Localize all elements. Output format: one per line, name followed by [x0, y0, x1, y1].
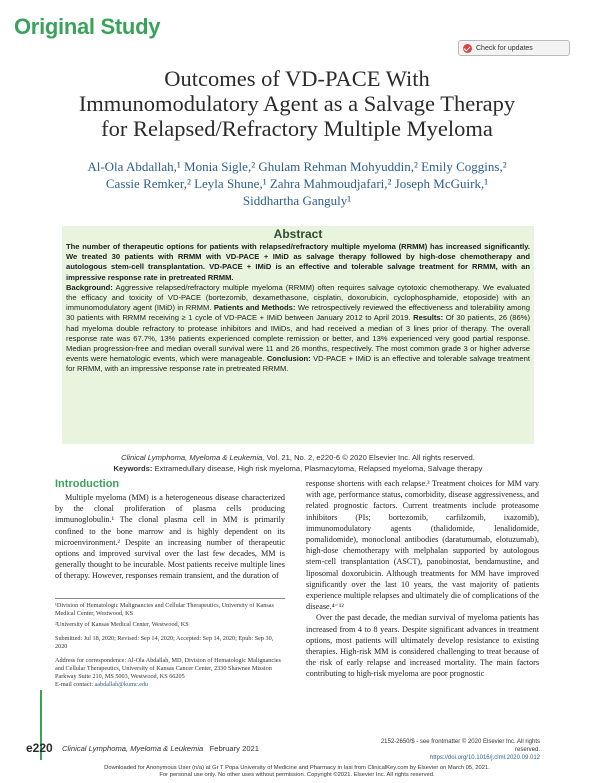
intro-paragraph: Multiple myeloma (MM) is a heterogeneous disease characterized by the clonal proliferation of plasma cells producing immunoglobulin.¹ The clonal plasma cell in MM is primarily confined to the bone marrow and is highly dependent on its microenvironment.² Despite an increasing number of therapeutic options and improved survival over the last few decades, MM is generally thought to be incurable. Most patients receive multiple lines of therapy. However, responses remain transient, and the duration of	[55, 493, 285, 581]
section-label: Original Study	[14, 14, 161, 39]
check-icon	[463, 44, 472, 53]
affiliation-2: ²University of Kansas Medical Center, Westwood, KS	[55, 621, 189, 628]
email-line	[55, 681, 285, 689]
results-text: Of 30 patients, 26 (86%) had myeloma double refractory to protease inhibitors and IMiDs, and had received a median of 3 lines prior of therapy. The overall response rate was 67.7%, 13% patients experienced complete remission or better, and 13% experienced very good partial response. Median progression-free and median overall survival were 11 and 26 months, respectively. The most common grade 3 or higher adverse events were hematologic events, which were manageable.	[66, 313, 530, 364]
background-text: Aggressive relapsed/refractory multiple myeloma (RRMM) often requires salvage cytotoxic chemotherapy. We evaluated the efficacy and toxicity of VD-PACE (bortezomib, dexamethasone, cisplatin, doxorubicin, cyclophosphamide, etoposide) with an immunomodulatory agent (IMiD) in RRMM.	[66, 282, 530, 313]
conclusion-text: VD-PACE + IMiD is an effective and tolerable salvage treatment for RRMM, with an impressive response rate in pretreated RRMM.	[66, 354, 530, 374]
authors-line-2[interactable]: Cassie Remker,² Leyla Shune,¹ Zahra Mahmoudjafari,² Joseph McGuirk,¹	[105, 176, 489, 191]
title-line-2: Immunomodulatory Agent as a Salvage Therapy	[78, 91, 516, 116]
citation-line	[62, 452, 534, 463]
correspondence-address: Address for correspondence: Al-Ola Abdallah, MD, Division of Hematologic Malignancies and Cellular Therapeutics, University of Kansas Cancer Center, 2330 Shawnee Mission Parkway Suite 210, MS 5003, Westwood, KS 66205	[55, 657, 281, 680]
methods-label: Patients and Methods:	[213, 303, 296, 313]
results-label: Results:	[413, 313, 444, 323]
download-notice	[20, 765, 574, 779]
footer-journal-name: Clinical Lymphoma, Myeloma & Leukemia	[62, 744, 204, 753]
right-paragraph-1: response shortens with each relapse.³ Treatment choices for MM vary with age, performance status, comorbidity, disease aggressiveness, and related prognostic factors. Current treatments include proteasome inhibitors (PIs; bortezomib, carfilzomib, ixazomib), immunomodulatory agents (thalidomide, lenalidomide, pomalidomide), monoclonal antibodies (daratumumab, elotuzumab), high-dose chemotherapy with melphalan supported by autologous stem-cell transplantation (ASCT), panobinostat, bendamustine, and liposomal doxorubicin. Although treatments for MM have improved significantly over the last 10 years, the vast majority of patients experience multiple relapses and ultimately die of complications of the disease.⁴⁻¹²	[306, 479, 539, 612]
submission-dates: Submitted: Jul 18, 2020; Revised: Sep 14, 2020; Accepted: Sep 14, 2020; Epub: Sep 30, 2020	[55, 635, 274, 650]
keywords-line	[62, 464, 534, 473]
authors-line-1[interactable]: Al-Ola Abdallah,¹ Monia Sigle,² Ghulam Rehman Mohyuddin,² Emily Coggins,²	[87, 159, 507, 174]
citation-journal: Clinical Lymphoma, Myeloma & Leukemia,	[121, 453, 265, 462]
download-line-1: Downloaded for Anonymous User (n/a) at Gr T Popa University of Medicine and Pharmacy in Iasi from ClinicalKey.com by Elsevier on March 05, 2021.	[104, 765, 490, 771]
issn-line: 2152-2650/$ - see frontmatter © 2020 Elsevier Inc. All rights reserved.	[380, 739, 540, 753]
doi-link[interactable]: https://doi.org/10.1016/j.clml.2020.09.012	[429, 755, 540, 761]
footnotes	[55, 598, 285, 692]
background-label: Background:	[66, 282, 113, 292]
right-paragraph-2: Over the past decade, the median survival of myeloma patients has increased from 4 to 8 years. Despite significant advances in treatment options, most patients will ultimately develop resistance to existing therapies. High-risk MM is considered challenging to treat because of the risk of early relapse and increased mortality. The main factors contributing to high-risk myeloma are poor prognostic	[306, 613, 539, 679]
authors-line-3[interactable]: Siddhartha Ganguly¹	[242, 193, 352, 208]
introduction-heading: Introduction	[55, 478, 120, 490]
check-for-updates-button[interactable]	[458, 40, 570, 56]
download-line-2: For personal use only. No other uses without permission. Copyright ©2021. Elsevier Inc. All rights reserved.	[159, 772, 435, 778]
right-column-text	[306, 478, 539, 680]
email-label: E-mail contact:	[55, 681, 93, 688]
methods-text: We retrospectively reviewed the effectiveness and tolerability among 30 patients with RRMM receiving ≥ 1 cycle of VD-PACE + IMiD between January 2012 to April 2019.	[66, 303, 530, 323]
footer-issue-date: February 2021	[209, 744, 259, 753]
title-line-3: for Relapsed/Refractory Multiple Myeloma	[101, 116, 493, 141]
check-updates-label: Check for updates	[476, 44, 533, 52]
page-number: e220	[26, 741, 53, 755]
abstract-body	[66, 242, 530, 375]
affiliation-1: ¹Division of Hematologic Malignancies and Cellular Therapeutics, University of Kansas Medical Center, Westwood, KS	[55, 602, 274, 617]
abstract-summary: The number of therapeutic options for patients with relapsed/refractory multiple myeloma (RRMM) has increased significantly. We treated 30 patients with RRMM with VD-PACE + IMiD as salvage therapy followed by high-dose chemotherapy and autologous stem-cell transplantation. VD-PACE + IMiD is an effective and tolerable salvage treatment for RRMM, with an impressive response rate in pretreated RRMM.	[66, 242, 530, 282]
title-line-1: Outcomes of VD-PACE With	[164, 66, 430, 91]
article-title	[40, 66, 554, 141]
journal-footer	[62, 744, 259, 753]
left-column-text	[55, 492, 285, 582]
email-link[interactable]: aabdallah@kumc.edu	[94, 681, 149, 688]
doi-block	[380, 738, 540, 762]
author-list	[40, 158, 554, 209]
abstract-heading: Abstract	[273, 227, 323, 241]
keywords-label: Keywords:	[113, 464, 153, 473]
conclusion-label: Conclusion:	[266, 354, 311, 364]
citation-details: Vol. 21, No. 2, e220-6 © 2020 Elsevier Inc. All rights reserved.	[266, 453, 475, 462]
keywords-text: Extramedullary disease, High risk myeloma, Plasmacytoma, Relapsed myeloma, Salvage therapy	[154, 464, 483, 473]
